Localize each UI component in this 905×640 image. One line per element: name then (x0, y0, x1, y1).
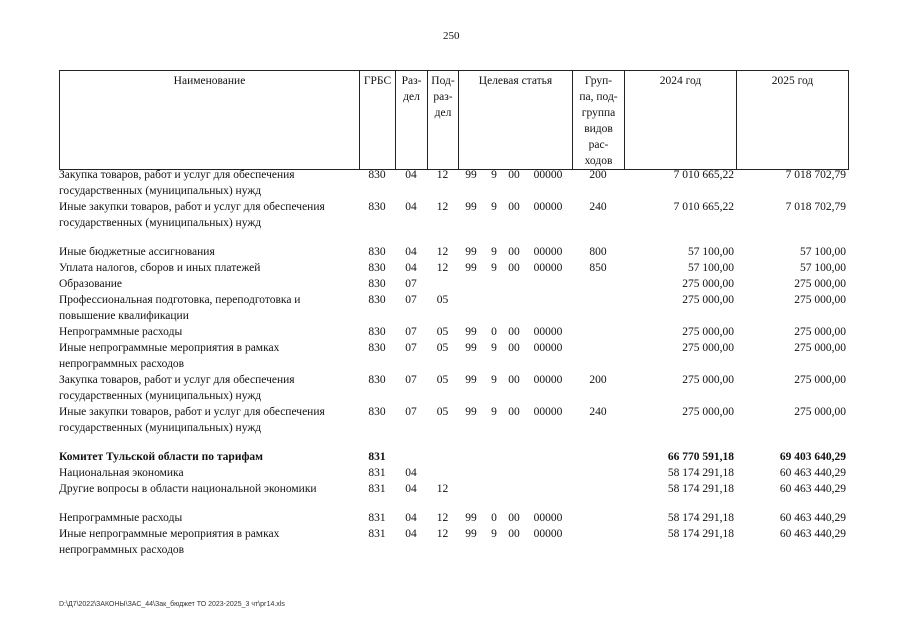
cell-razdel: 07 (405, 278, 417, 290)
cell-target-code: 00000 (533, 326, 563, 338)
table-row (59, 481, 848, 497)
cell-target-code (524, 276, 572, 292)
budget-table-body (59, 167, 848, 558)
cell-target-program (458, 449, 484, 465)
cell-razdel: 04 (405, 467, 417, 479)
cell-grbs: 830 (368, 374, 386, 386)
cell-target-code (524, 449, 572, 465)
cell-2024: 57 100,00 (688, 262, 734, 274)
cell-target-program: 99 (465, 326, 477, 338)
cell-2024: 66 770 591,18 (667, 451, 734, 463)
cell-podrazdel: 05 (436, 374, 449, 386)
cell-2024: 58 174 291,18 (667, 483, 734, 495)
cell-target-direction: 00 (508, 262, 520, 274)
cell-grbs: 830 (368, 201, 386, 213)
header-podrazdel: Под- раз- дел (428, 71, 459, 170)
cell-target-program: 99 (465, 169, 477, 181)
cell-target-type: 9 (491, 342, 497, 354)
cell-2025: 275 000,00 (794, 294, 846, 306)
cell-target-type: 9 (491, 246, 497, 258)
cell-expense-group (572, 340, 624, 372)
cell-podrazdel: 12 (436, 483, 449, 495)
cell-target-program: 99 (465, 342, 477, 354)
cell-name: Иные непрограммные мероприятия в рамках непрограммных расходов (59, 528, 280, 556)
cell-target-direction (504, 276, 524, 292)
cell-2025: 275 000,00 (794, 278, 846, 290)
cell-target-type (484, 481, 504, 497)
cell-expense-group (572, 465, 624, 481)
cell-target-direction (504, 292, 524, 324)
cell-2025: 275 000,00 (794, 326, 846, 338)
cell-grbs: 831 (368, 512, 386, 524)
cell-2025: 60 463 440,29 (779, 512, 846, 524)
cell-2025: 275 000,00 (794, 342, 846, 354)
cell-target-direction: 00 (508, 528, 520, 540)
cell-grbs: 830 (368, 342, 386, 354)
page-number: 250 (443, 30, 460, 42)
cell-target-program: 99 (465, 246, 477, 258)
header-group: Груп- па, под- группа видов рас- ходов (573, 71, 625, 170)
cell-target-program (458, 465, 484, 481)
cell-grbs: 830 (368, 169, 386, 181)
cell-target-code: 00000 (533, 406, 563, 418)
cell-expense-group: 200 (589, 374, 607, 386)
cell-grbs: 830 (368, 326, 386, 338)
cell-name: Национальная экономика (59, 467, 184, 479)
cell-expense-group: 800 (589, 246, 607, 258)
cell-target-program: 99 (465, 262, 477, 274)
table-row (59, 340, 848, 372)
cell-expense-group (572, 449, 624, 465)
cell-podrazdel: 12 (436, 528, 449, 540)
cell-expense-group (572, 481, 624, 497)
cell-2024: 7 010 665,22 (673, 201, 734, 213)
spacer-row (59, 436, 848, 449)
cell-target-type: 9 (491, 262, 497, 274)
cell-target-direction: 00 (508, 342, 520, 354)
cell-expense-group (572, 324, 624, 340)
cell-2024: 57 100,00 (688, 246, 734, 258)
cell-grbs: 830 (368, 294, 386, 306)
cell-target-direction: 00 (508, 201, 520, 213)
cell-2025: 60 463 440,29 (779, 483, 846, 495)
cell-target-type: 9 (491, 201, 497, 213)
cell-2024: 275 000,00 (682, 406, 734, 418)
header-2024: 2024 год (625, 71, 737, 170)
cell-grbs: 831 (368, 483, 386, 495)
cell-target-code: 00000 (533, 262, 563, 274)
table-row (59, 244, 848, 260)
cell-name: Иные непрограммные мероприятия в рамках непрограммных расходов (59, 342, 280, 370)
cell-target-program: 99 (465, 201, 477, 213)
cell-target-type: 9 (491, 169, 497, 181)
cell-target-type (484, 292, 504, 324)
cell-2025: 60 463 440,29 (779, 528, 846, 540)
cell-grbs: 830 (368, 406, 386, 418)
cell-razdel: 07 (405, 294, 417, 306)
cell-2025: 7 018 702,79 (785, 169, 846, 181)
cell-2025: 60 463 440,29 (779, 467, 846, 479)
cell-target-program: 99 (465, 528, 477, 540)
cell-name: Иные закупки товаров, работ и услуг для обеспечения государственных (муниципальных) нужд (59, 406, 325, 434)
cell-expense-group: 240 (589, 201, 607, 213)
cell-2025: 275 000,00 (794, 374, 846, 386)
cell-name: Комитет Тульской области по тарифам (59, 451, 263, 463)
cell-2024: 275 000,00 (682, 342, 734, 354)
cell-target-program (458, 292, 484, 324)
cell-target-code: 00000 (533, 528, 563, 540)
cell-target-program: 99 (465, 374, 477, 386)
cell-target-type: 9 (491, 406, 497, 418)
cell-podrazdel: 05 (436, 406, 449, 418)
cell-expense-group: 200 (589, 169, 607, 181)
cell-expense-group (572, 292, 624, 324)
cell-razdel: 07 (405, 406, 417, 418)
cell-razdel: 04 (405, 246, 417, 258)
table-row (59, 510, 848, 526)
cell-target-type (484, 465, 504, 481)
cell-2024: 275 000,00 (682, 294, 734, 306)
cell-target-code: 00000 (533, 374, 563, 386)
cell-2025: 57 100,00 (800, 246, 846, 258)
cell-target-type: 9 (491, 528, 497, 540)
spacer-row (59, 231, 848, 244)
cell-podrazdel (427, 276, 458, 292)
spacer-cell (59, 497, 848, 510)
cell-target-program (458, 276, 484, 292)
cell-name: Непрограммные расходы (59, 512, 183, 524)
cell-2024: 58 174 291,18 (667, 512, 734, 524)
cell-2025: 275 000,00 (794, 406, 846, 418)
table-row (59, 276, 848, 292)
cell-target-code (524, 292, 572, 324)
table-row (59, 292, 848, 324)
cell-podrazdel: 05 (436, 326, 449, 338)
cell-razdel: 07 (405, 326, 417, 338)
cell-grbs: 831 (368, 467, 386, 479)
table-row (59, 526, 848, 558)
cell-podrazdel (427, 449, 458, 465)
cell-name: Закупка товаров, работ и услуг для обеспечения государственных (муниципальных) нужд (59, 374, 295, 402)
cell-grbs: 830 (368, 278, 386, 290)
table-row (59, 199, 848, 231)
cell-razdel: 07 (405, 342, 417, 354)
table-row (59, 404, 848, 436)
cell-podrazdel: 05 (436, 342, 449, 354)
cell-2025: 7 018 702,79 (785, 201, 846, 213)
cell-podrazdel: 12 (436, 262, 449, 274)
header-target: Целевая статья (459, 71, 573, 170)
header-name: Наименование (60, 71, 360, 170)
cell-expense-group: 240 (589, 406, 607, 418)
cell-target-type: 9 (491, 374, 497, 386)
cell-name: Иные закупки товаров, работ и услуг для обеспечения государственных (муниципальных) нужд (59, 201, 325, 229)
cell-target-type: 0 (491, 326, 497, 338)
cell-razdel: 04 (405, 512, 417, 524)
cell-target-program: 99 (465, 512, 477, 524)
cell-podrazdel: 12 (436, 512, 449, 524)
table-row (59, 260, 848, 276)
spacer-row (59, 497, 848, 510)
cell-target-direction: 00 (508, 246, 520, 258)
cell-target-program (458, 481, 484, 497)
cell-name: Непрограммные расходы (59, 326, 183, 338)
cell-razdel: 04 (405, 528, 417, 540)
cell-target-direction: 00 (508, 406, 520, 418)
cell-podrazdel: 05 (436, 294, 449, 306)
cell-grbs: 830 (368, 246, 386, 258)
cell-razdel: 04 (405, 201, 417, 213)
cell-grbs: 831 (368, 451, 386, 463)
cell-grbs: 830 (368, 262, 386, 274)
cell-podrazdel: 12 (436, 201, 449, 213)
cell-name: Образование (59, 278, 123, 290)
cell-expense-group: 850 (589, 262, 607, 274)
cell-target-code (524, 481, 572, 497)
cell-target-direction (504, 465, 524, 481)
cell-name: Иные бюджетные ассигнования (59, 246, 215, 258)
cell-podrazdel: 12 (436, 169, 449, 181)
cell-expense-group (572, 526, 624, 558)
cell-target-type: 0 (491, 512, 497, 524)
cell-2025: 57 100,00 (800, 262, 846, 274)
cell-target-type (484, 276, 504, 292)
spacer-cell (59, 436, 848, 449)
cell-target-direction (504, 449, 524, 465)
cell-expense-group (572, 276, 624, 292)
cell-razdel: 04 (405, 262, 417, 274)
cell-razdel: 04 (405, 169, 417, 181)
table-header (59, 70, 849, 170)
cell-target-direction: 00 (508, 374, 520, 386)
cell-target-direction: 00 (508, 512, 520, 524)
header-razdel: Раз- дел (396, 71, 428, 170)
cell-target-direction (504, 481, 524, 497)
file-path-footer: D:\Д7\2022\ЗАКОНЫ\ЗАС_44\Зак_бюджет ТО 2023-2025_3 чт\рг14.xls (59, 601, 285, 608)
cell-2024: 275 000,00 (682, 374, 734, 386)
header-grbs: ГРБС (360, 71, 396, 170)
cell-name: Другие вопросы в области национальной экономики (59, 483, 317, 495)
cell-target-code (524, 465, 572, 481)
cell-target-direction: 00 (508, 326, 520, 338)
table-row (59, 465, 848, 481)
cell-target-program: 99 (465, 406, 477, 418)
table-row (59, 167, 848, 199)
table-row (59, 449, 848, 465)
cell-2025: 69 403 640,29 (779, 451, 846, 463)
cell-target-direction: 00 (508, 169, 520, 181)
cell-name: Профессиональная подготовка, переподготовка и повышение квалификации (59, 294, 301, 322)
spacer-cell (59, 231, 848, 244)
cell-target-code: 00000 (533, 512, 563, 524)
cell-target-code: 00000 (533, 169, 563, 181)
cell-2024: 275 000,00 (682, 278, 734, 290)
cell-target-type (484, 449, 504, 465)
cell-podrazdel: 12 (436, 246, 449, 258)
cell-expense-group (572, 510, 624, 526)
table-row (59, 372, 848, 404)
cell-razdel (395, 449, 427, 465)
cell-name: Уплата налогов, сборов и иных платежей (59, 262, 261, 274)
cell-razdel: 04 (405, 483, 417, 495)
cell-2024: 58 174 291,18 (667, 467, 734, 479)
cell-target-code: 00000 (533, 246, 563, 258)
cell-name: Закупка товаров, работ и услуг для обеспечения государственных (муниципальных) нужд (59, 169, 295, 197)
cell-2024: 7 010 665,22 (673, 169, 734, 181)
cell-2024: 275 000,00 (682, 326, 734, 338)
cell-podrazdel (427, 465, 458, 481)
cell-target-code: 00000 (533, 342, 563, 354)
cell-2024: 58 174 291,18 (667, 528, 734, 540)
cell-grbs: 831 (368, 528, 386, 540)
header-2025: 2025 год (737, 71, 849, 170)
cell-razdel: 07 (405, 374, 417, 386)
table-row (59, 324, 848, 340)
cell-target-code: 00000 (533, 201, 563, 213)
